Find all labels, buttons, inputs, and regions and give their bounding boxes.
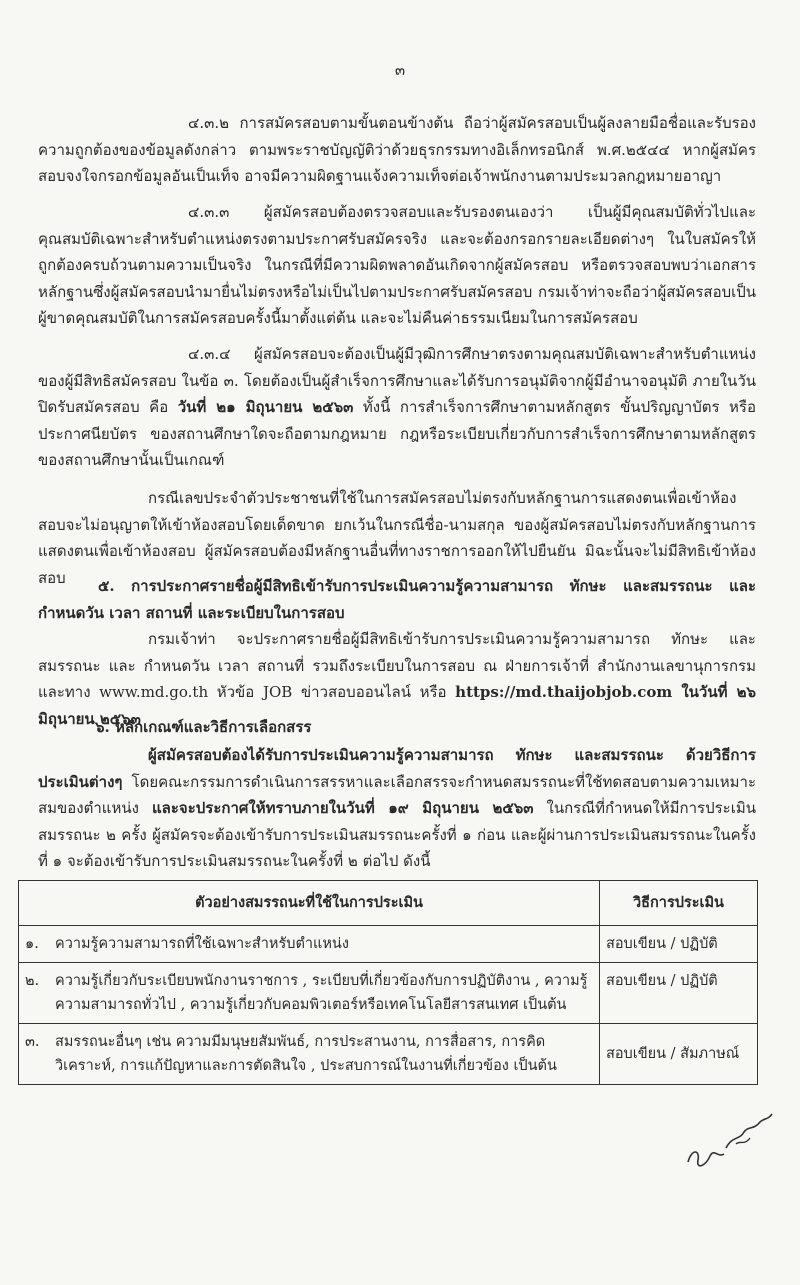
id-card-note: กรณีเลขประจำตัวประชาชนที่ใช้ในการสมัครสอบไม่ตรงกับหลักฐานการแสดงตนเพื่อเข้าห้องสอบจะไม่อนุญาตให้เข้าห้องสอบโดยเด็ดขาด ยกเว้นในกรณีชื่อ-นามสกุล ของผู้สมัครสอบไม่ตรงกับหลักฐานการแสดงตนเพื่อเข้าห้องสอบ ผู้สมัครสอบต้องมีหลักฐานอื่นที่ทางราชการออกให้ไปยืนยัน มิฉะนั้นจะไม่มีสิทธิเข้าห้องสอบ: [38, 489, 756, 587]
table-header-method: วิธีการประเมิน: [600, 881, 758, 926]
section-5-body-text: กรมเจ้าท่า จะประกาศรายชื่อผู้มีสิทธิเข้ารับการประเมินความรู้ความสามารถ ทักษะ และสมรรถนะ และ กำหนดวัน เวลา สถานที่ รวมถึงระเบียบในการสอบ ณ ฝ่ายการเจ้าที่ สำนักงานเลขานุการกรม และทาง www.md.go.th หัวข้อ JOB ข่าวสอบออนไลน์ หรือ: [38, 630, 756, 701]
table-cell-competency: [19, 963, 600, 1024]
table-row: [19, 963, 758, 1024]
section-4-3-4-text-b: ทั้งนี้ การสำเร็จการศึกษาตามหลักสูตร ขั้นปริญญาบัตร หรือประกาศนียบัตร ของสถานศึกษาใดจะถือตามกฎหมาย กฎหรือระเบียบเกี่ยวกับการสำเร็จการศึกษาตามหลักสูตรของสถานศึกษานั้นเป็นเกณฑ์: [38, 398, 756, 469]
table-row: [19, 926, 758, 963]
table-cell-method: สอบเขียน / ปฏิบัติ: [600, 963, 758, 1024]
table-header-row: [19, 881, 758, 926]
table-cell-competency: [19, 926, 600, 963]
section-4-3-4: [38, 341, 756, 474]
section-6-body: [38, 742, 756, 875]
section-4-3-4-date: วันที่ ๒๑ มิถุนายน ๒๕๖๓: [177, 398, 354, 416]
section-5-link: https://md.thaijobjob.com ในวันที่ ๒๖ มิถุนายน ๒๕๖๓: [38, 683, 756, 728]
handwritten-signature: [680, 1100, 780, 1180]
row-competency: ความรู้เกี่ยวกับระเบียบพนักงานราชการ , ระเบียบที่เกี่ยวข้องกับการปฏิบัติงาน , ความรู้ความสามารถทั่วไป , ความรู้เกี่ยวกับคอมพิวเตอร์หรือเทคโนโลยีสารสนเทศ เป็นต้น: [55, 973, 588, 1013]
table-header-competency: ตัวอย่างสมรรถนะที่ใช้ในการประเมิน: [19, 881, 600, 926]
section-6-heading: ๖. หลักเกณฑ์และวิธีการเลือกสรร: [95, 718, 312, 736]
row-number: ๑.: [25, 936, 39, 952]
page-number: ๓: [394, 61, 406, 79]
row-competency: ความรู้ความสามารถที่ใช้เฉพาะสำหรับตำแหน่ง: [55, 936, 349, 952]
section-4-3-4-text-a: ๔.๓.๔ ผู้สมัครสอบจะต้องเป็นผู้มีวุฒิการศึกษาตรงตามคุณสมบัติเฉพาะสำหรับตำแหน่งของผู้มีสิทธิสมัครสอบ ในข้อ ๓. โดยต้องเป็นผู้สำเร็จการศึกษาและได้รับการอนุมัติจากผู้มีอำนาจอนุมัติ ภายในวันปิดรับสมัครสอบ คือ: [38, 345, 756, 416]
row-number: ๒.: [25, 973, 40, 989]
table-cell-method: สอบเขียน / สัมภาษณ์: [600, 1024, 758, 1085]
section-6-lead: ผู้สมัครสอบต้องได้รับการประเมินความรู้ความสามารถ ทักษะ และสมรรถนะ ด้วยวิธีการประเมินต่างๆ: [38, 746, 756, 791]
section-6-middle: โดยคณะกรรมการดำเนินการสรรหาและเลือกสรรจะกำหนดสมรรถนะที่ใช้ทดสอบตามความเหมาะสมของตำแหน่ง: [38, 772, 756, 817]
section-6-tail: ในกรณีที่กำหนดให้มีการประเมินสมรรถนะ ๒ ครั้ง ผู้สมัครจะต้องเข้ารับการประเมินสมรรถนะครั้งที่ ๑ ก่อน และผู้ผ่านการประเมินสมรรถนะในครั้งที่ ๑ จะต้องเข้ารับการประเมินสมรรถนะในครั้งที่ ๒ ต่อไป ดังนี้: [38, 799, 756, 870]
competency-table: [18, 880, 758, 1085]
row-competency: สมรรถนะอื่นๆ เช่น ความมีมนุษยสัมพันธ์, การประสานงาน, การสื่อสาร, การคิดวิเคราะห์, การแก้ปัญหาและการตัดสินใจ , ประสบการณ์ในงานที่เกี่ยวข้อง เป็นต้น: [55, 1034, 557, 1074]
table-row: [19, 1024, 758, 1085]
section-5-heading: ๕. การประกาศรายชื่อผู้มีสิทธิเข้ารับการประเมินความรู้ความสามารถ ทักษะ และสมรรถนะ และกำหนดวัน เวลา สถานที่ และระเบียบในการสอบ: [38, 577, 756, 622]
row-number: ๓.: [25, 1034, 40, 1050]
table-cell-competency: [19, 1024, 600, 1085]
table-cell-method: สอบเขียน / ปฏิบัติ: [600, 926, 758, 963]
section-4-3-3: ๔.๓.๓ ผู้สมัครสอบต้องตรวจสอบและรับรองตนเองว่า เป็นผู้มีคุณสมบัติทั่วไปและคุณสมบัติเฉพาะสำหรับตำแหน่งตรงตามประกาศรับสมัครจริง และจะต้องกรอกรายละเอียดต่างๆ ในใบสมัครให้ถูกต้องครบถ้วนตามความเป็นจริง ในกรณีที่มีความผิดพลาดอันเกิดจากผู้สมัครสอบ หรือตรวจสอบพบว่าเอกสารหลักฐานซึ่งผู้สมัครสอบนำมายื่นไม่ตรงหรือไม่เป็นไปตามประกาศรับสมัครสอบ กรมเจ้าท่าจะถือว่าผู้สมัครสอบเป็นผู้ขาดคุณสมบัติในการสมัครสอบครั้งนี้มาตั้งแต่ต้น และจะไม่คืนค่าธรรมเนียมในการสมัครสอบ: [38, 203, 756, 327]
section-4-3-2: ๔.๓.๒ การสมัครสอบตามขั้นตอนข้างต้น ถือว่าผู้สมัครสอบเป็นผู้ลงลายมือชื่อและรับรองความถูกต้องของข้อมูลดังกล่าว ตามพระราชบัญญัติว่าด้วยธุรกรรมทางอิเล็กทรอนิกส์ พ.ศ.๒๕๔๔ หากผู้สมัครสอบจงใจกรอกข้อมูลอันเป็นเท็จ อาจมีความผิดฐานแจ้งความเท็จต่อเจ้าพนักงานตามประมวลกฎหมายอาญา: [38, 114, 756, 185]
section-6-date: และจะประกาศให้ทราบภายในวันที่ ๑๙ มิถุนายน ๒๕๖๓: [151, 799, 534, 817]
